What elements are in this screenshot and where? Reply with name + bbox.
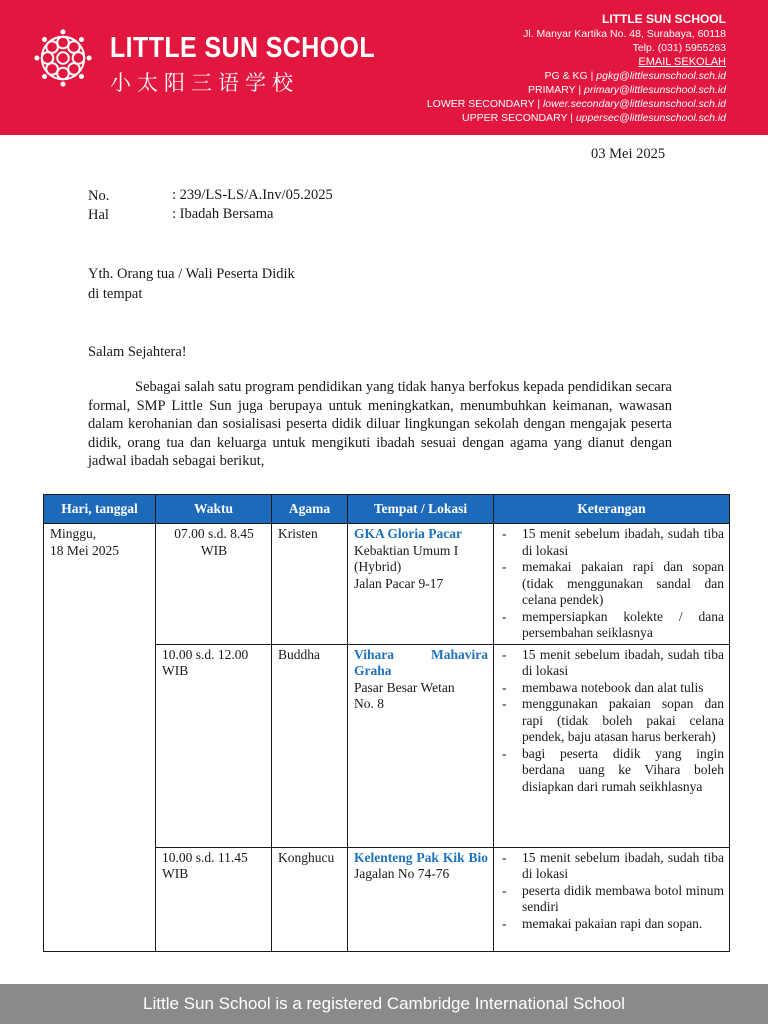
- email-link[interactable]: uppersec@littlesunschool.sch.id: [575, 112, 726, 124]
- email-line-primary: [427, 83, 726, 97]
- column-header-time: Waktu: [156, 495, 272, 524]
- note-item: - memakai pakaian rapi dan sopan (tidak menggunakan sandal dan celana pendek): [500, 559, 724, 609]
- location-cell: [348, 524, 494, 645]
- email-level-label: UPPER SECONDARY |: [462, 112, 573, 124]
- note-item: - mempersiapkan kolekte / dana persembahan seiklasnya: [500, 609, 724, 642]
- letter-number-value: : 239/LS-LS/A.Inv/05.2025: [172, 187, 333, 203]
- place-detail: Jagalan No 74-76: [354, 866, 450, 881]
- place-detail: Pasar Besar Wetan No. 8: [354, 679, 455, 711]
- note-item: - menggunakan pakaian sopan dan rapi (tidak boleh pakai celana pendek, baju atasan harus berkerah): [500, 696, 724, 746]
- column-header-notes: Keterangan: [494, 495, 730, 524]
- notes-list: [500, 850, 724, 933]
- place-name: GKA Gloria Pacar: [354, 526, 462, 541]
- note-item: - bagi peserta didik yang ingin berdana uang ke Vihara boleh disiapkan dari rumah seikhlasnya: [500, 746, 724, 796]
- column-header-location: Tempat / Lokasi: [348, 495, 494, 524]
- contact-school-name: LITTLE SUN SCHOOL: [602, 12, 726, 26]
- letter-subject-label: Hal: [88, 207, 109, 223]
- note-item: - 15 menit sebelum ibadah, sudah tiba di lokasi: [500, 850, 724, 883]
- email-link[interactable]: primary@littlesunschool.sch.id: [584, 84, 726, 96]
- note-item: - 15 menit sebelum ibadah, sudah tiba di lokasi: [500, 647, 724, 680]
- footer-text: Little Sun School is a registered Cambridge International School: [143, 994, 625, 1013]
- email-level-label: LOWER SECONDARY |: [426, 98, 541, 110]
- note-item: - 15 menit sebelum ibadah, sudah tiba di lokasi: [500, 526, 724, 559]
- worship-schedule-table: [43, 494, 730, 952]
- note-item: - memakai pakaian rapi dan sopan.: [500, 916, 724, 933]
- email-link[interactable]: pgkg@littlesunschool.sch.id: [596, 70, 726, 82]
- religion-cell: Kristen: [272, 524, 348, 645]
- place-name: Kelenteng Pak Kik Bio: [354, 849, 488, 865]
- letter-subject-value: : Ibadah Bersama: [172, 206, 274, 222]
- brand-block: [110, 32, 418, 97]
- addressee-location: di tempat: [88, 286, 143, 302]
- letter-body-paragraph: Sebagai salah satu program pendidikan yang tidak hanya berfokus kepada pendidikan secara formal, SMP Little Sun juga berupaya untuk meningkatkan, menumbuhkan keimanan, wawasan dalam kerohanian dan sosialisasi peserta didik diluar lingkungan sekolah dengan mengajak peserta didik, orang tua dan keluarga untuk mengikuti ibadah sesuai dengan agama yang dianut dengan jadwal ibadah sebagai berikut,: [88, 379, 672, 469]
- contact-phone: Telp. (031) 5955263: [632, 42, 726, 54]
- notes-cell: [494, 847, 730, 951]
- notes-list: [500, 647, 724, 796]
- letterhead-banner: [0, 0, 768, 135]
- email-line-upper-secondary: [427, 111, 726, 125]
- sun-flower-logo-icon: [34, 29, 92, 87]
- time-cell: 10.00 s.d. 12.00 WIB: [156, 644, 272, 847]
- brand-name: LITTLE SUN SCHOOL: [110, 32, 376, 64]
- footer-banner: [0, 984, 768, 1024]
- place-detail: Kebaktian Umum I (Hybrid) Jalan Pacar 9-17: [354, 542, 459, 591]
- letter-date: 03 Mei 2025: [591, 146, 666, 162]
- religion-cell: Konghucu: [272, 847, 348, 951]
- place-name: Vihara Mahavira Graha: [354, 646, 488, 678]
- letter-greeting: Salam Sejahtera!: [88, 344, 187, 360]
- notes-cell: [494, 524, 730, 645]
- time-cell: 07.00 s.d. 8.45 WIB: [156, 524, 272, 645]
- note-item: - membawa notebook dan alat tulis: [500, 680, 724, 697]
- location-cell: [348, 847, 494, 951]
- email-level-label: PG & KG |: [544, 70, 594, 82]
- contact-info: [427, 12, 726, 125]
- notes-cell: [494, 644, 730, 847]
- addressee-line: Yth. Orang tua / Wali Peserta Didik: [88, 266, 295, 282]
- column-header-religion: Agama: [272, 495, 348, 524]
- contact-address: Jl. Manyar Kartika No. 48, Surabaya, 60118: [523, 28, 726, 40]
- email-line-pgkg: [427, 69, 726, 83]
- table-row: [44, 524, 730, 645]
- location-cell: [348, 644, 494, 847]
- date-cell: Minggu, 18 Mei 2025: [44, 524, 156, 952]
- brand-chinese-name: 小太阳三语学校: [110, 71, 299, 95]
- notes-list: [500, 526, 724, 642]
- email-section-title: EMAIL SEKOLAH: [638, 56, 726, 68]
- email-link[interactable]: lower.secondary@littlesunschool.sch.id: [542, 98, 726, 110]
- note-item: - peserta didik membawa botol minum sendiri: [500, 883, 724, 916]
- letter-number-label: No.: [88, 188, 110, 204]
- time-cell: 10.00 s.d. 11.45 WIB: [156, 847, 272, 951]
- religion-cell: Buddha: [272, 644, 348, 847]
- table-header-row: [44, 495, 730, 524]
- column-header-date: Hari, tanggal: [44, 495, 156, 524]
- email-line-lower-secondary: [427, 97, 726, 111]
- email-level-label: PRIMARY |: [528, 84, 582, 96]
